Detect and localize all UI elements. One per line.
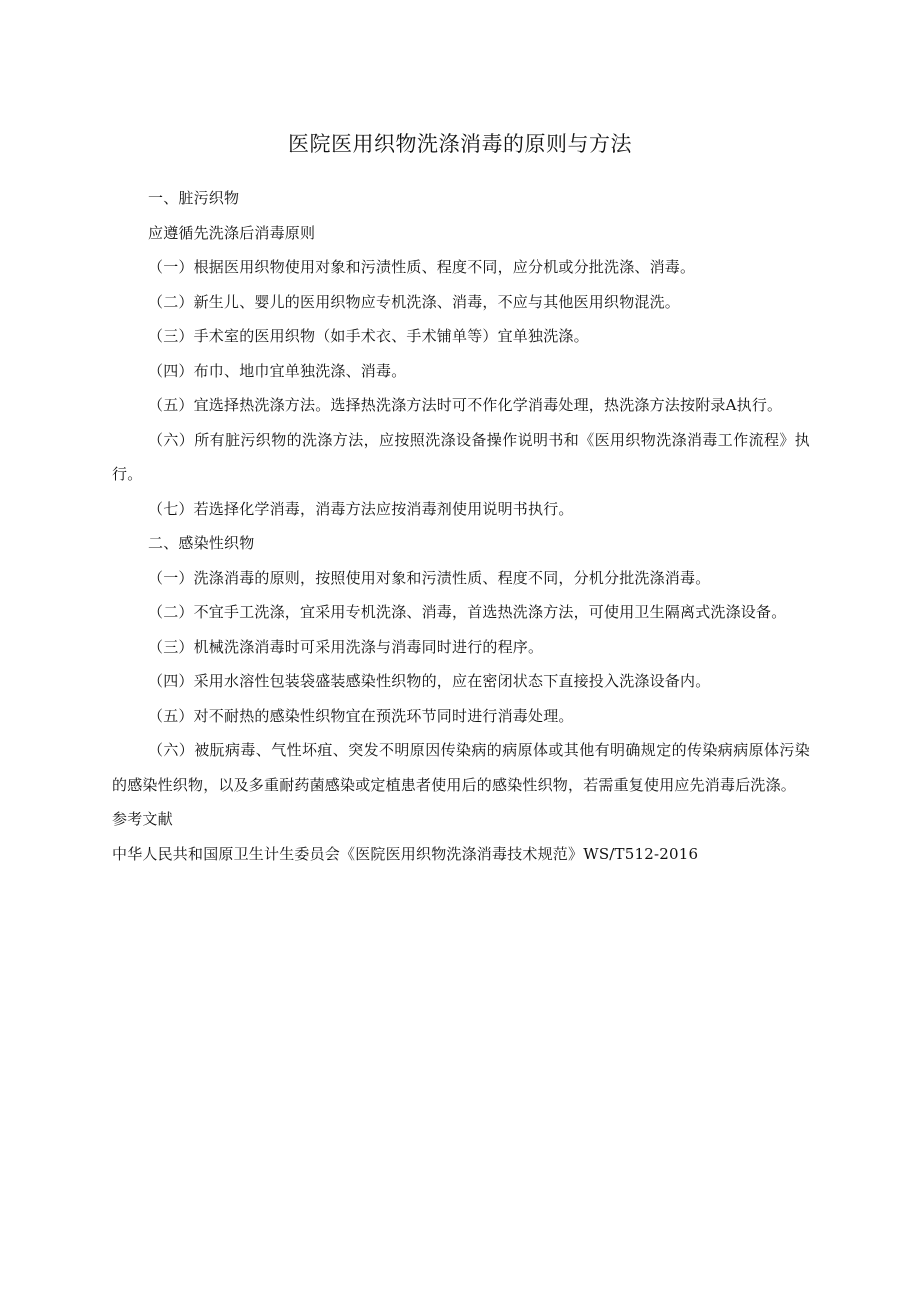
infectious-item-6: （六）被朊病毒、气性坏疽、突发不明原因传染病的病原体或其他有明确规定的传染病病原体污染的感染性织物，以及多重耐药菌感染或定植患者使用后的感染性织物，若需重复使用应先消毒后洗涤。 [112,741,810,794]
soiled-item-3: （三）手术室的医用织物（如手术衣、手术铺单等）宜单独洗涤。 [148,327,589,345]
references-heading: 参考文献 [112,810,173,828]
infectious-item-3: （三）机械洗涤消毒时可采用洗涤与消毒同时进行的程序。 [148,637,544,656]
soiled-item-6: （六）所有脏污织物的洗涤方法，应按照洗涤设备操作说明书和《医用织物洗涤消毒工作流程》执行。 [112,430,810,483]
soiled-item-2: （二）新生儿、婴儿的医用织物应专机洗涤、消毒，不应与其他医用织物混洗。 [148,292,681,311]
soiled-item-1: （一）根据医用织物使用对象和污渍性质、程度不同，应分机或分批洗涤、消毒。 [148,258,696,276]
document-body [112,181,810,871]
infectious-item-2: （二）不宜手工洗涤，宜采用专机洗涤、消毒，首选热洗涤方法，可使用卫生隔离式洗涤设备。 [148,603,787,621]
infectious-item-5: （五）对不耐热的感染性织物宜在预洗环节同时进行消毒处理。 [148,706,574,725]
soiled-item-4: （四）布巾、地巾宜单独洗涤、消毒。 [148,361,407,380]
infectious-item-4: （四）采用水溶性包装袋盛装感染性织物的，应在密闭状态下直接投入洗涤设备内。 [148,672,711,690]
infectious-item-1: （一）洗涤消毒的原则，按照使用对象和污渍性质、程度不同，分机分批洗涤消毒。 [148,568,711,587]
section-heading-soiled-textiles: 一、脏污织物 [148,189,240,207]
section-heading-infectious-textiles: 二、感染性织物 [148,534,255,552]
document-title: 医院医用织物洗涤消毒的原则与方法 [288,132,632,156]
principle-statement: 应遵循先洗涤后消毒原则 [148,223,316,242]
soiled-item-7: （七）若选择化学消毒，消毒方法应按消毒剂使用说明书执行。 [148,499,574,518]
soiled-item-5: （五）宜选择热洗涤方法。选择热洗涤方法时可不作化学消毒处理，热洗涤方法按附录A执行。 [148,396,783,414]
reference-entry: 中华人民共和国原卫生计生委员会《医院医用织物洗涤消毒技术规范》WS/T512-2016 [112,844,699,863]
